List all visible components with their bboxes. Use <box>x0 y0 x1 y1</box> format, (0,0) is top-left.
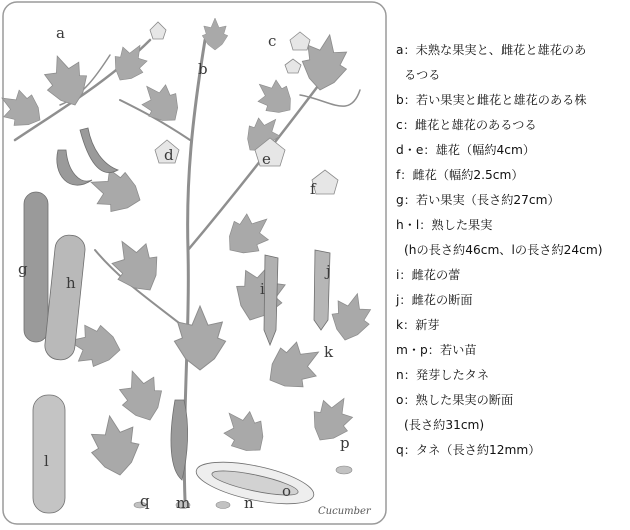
legend-item: c：雌花と雄花のあるつる <box>396 118 537 132</box>
legend-item: q：タネ（長さ約12mm） <box>396 443 541 457</box>
plate-letter-o: o <box>282 482 292 500</box>
legend-item: i：雌花の蕾 <box>396 268 461 282</box>
plate-letter-m: m <box>176 494 191 512</box>
plate-letter-i: i <box>260 280 265 298</box>
legend-list <box>396 38 630 463</box>
legend-item: j：雌花の断面 <box>396 293 473 307</box>
plate-letter-h: h <box>66 274 76 292</box>
legend-item: f：雌花（幅約2.5cm） <box>396 168 524 182</box>
legend-item-continuation: (hの長さ約46cm、lの長さ約24cm) <box>404 243 603 257</box>
legend-item: k：新芽 <box>396 318 440 332</box>
legend-item: h・l：熟した果実 <box>396 218 493 232</box>
plate-letter-k: k <box>324 343 334 361</box>
plate-letter-b: b <box>198 60 208 78</box>
plate-letter-d: d <box>164 146 174 164</box>
plate-letter-j: j <box>326 262 331 280</box>
legend-item-continuation: (長さ約31cm) <box>404 418 485 432</box>
legend-item: d・e：雄花（幅約4cm） <box>396 143 536 157</box>
plate-letter-f: f <box>310 180 316 198</box>
plate-letter-a: a <box>56 24 65 42</box>
plate-letter-q: q <box>140 492 150 510</box>
legend-item: m・p：若い苗 <box>396 343 477 357</box>
legend-item: b：若い果実と雌花と雄花のある株 <box>396 93 587 107</box>
legend-item: a：未熟な果実と、雌花と雄花のあ <box>396 43 587 57</box>
legend-item: o：熟した果実の断面 <box>396 393 514 407</box>
plate-letter-n: n <box>244 494 254 512</box>
legend-item-continuation: るつる <box>404 68 441 82</box>
legend-item: g：若い果実（長さ約27cm） <box>396 193 560 207</box>
plate-signature: Cucumber <box>318 506 371 517</box>
plate-letter-p: p <box>340 434 350 452</box>
plate-letter-g: g <box>18 260 28 278</box>
plate-letter-e: e <box>262 150 271 168</box>
legend-item: n：発芽したタネ <box>396 368 490 382</box>
plate-letter-c: c <box>268 32 277 50</box>
plate-letter-l: l <box>44 452 49 470</box>
